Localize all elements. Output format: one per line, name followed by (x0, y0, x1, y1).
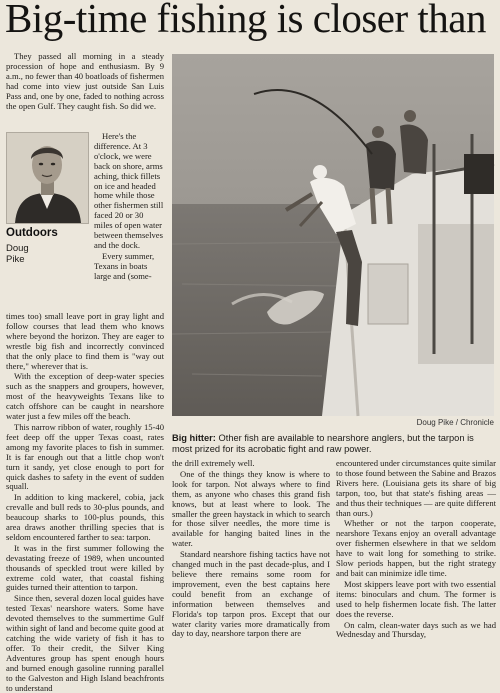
author-portrait (6, 132, 89, 224)
paragraph: On calm, clean-water days such as we had Wednesday and Thursday, (336, 619, 496, 640)
paragraph: Since then, several dozen local guides have tested Texas' nearshore waters. Some have devoted themselves to the summertime Gulf within sight of land and become quite good at catching the wide variety of fish it has to offer. To their credit, the Silver King Adventures group has spent enough hours and burned enough gasoline running parallel to the Galveston and High Island beachfronts to understand (6, 593, 164, 693)
paragraph: Whether or not the tarpon cooperate, nearshore Texans enjoy an overall advantage over fishermen elsewhere in that we seldom have to wait long for something to strike. Slow periods happen, but the right strategy and bait can minimize idle time. (336, 518, 496, 578)
paragraph: Most skippers leave port with two essential items: binoculars and chum. The former is used to help fishermen locate fish. The latter does the reverse. (336, 578, 496, 619)
author-first-name: Doug (6, 242, 29, 254)
paragraph: One of the things they know is where to look for tarpon. Not always where to find them, as anyone who chases this grand fish knows, but at least where to look. The smaller the green haystack in which to search for those silver needles, the more time is available for hanging baited lines in the water. (172, 468, 330, 549)
paragraph: times too) small leave port in gray light and follow courses that lead them who knows where beyond the horizon. They are eager to wrestle big fish and incorrectly convinced that the only place to find them is "way out there," wherever that is. (6, 311, 164, 371)
photo-caption (172, 433, 496, 455)
article-column-3 (336, 459, 496, 643)
wrapped-text (94, 132, 164, 312)
paragraph: Standard nearshore fishing tactics have not changed much in the past decade-plus, and I believe there remains some room for improvement, even the best captains here could benefit from an exchange of information between themselves and Florida's top tarpon pros. Except that our water clarity varies more dramatically from day to day, nearshore tarpon there are (172, 549, 330, 639)
caption-text: Other fish are available to nearshore anglers, but the tarpon is most prized for its acrobatic fight and raw power. (172, 433, 474, 454)
column-name: Outdoors (6, 227, 58, 239)
paragraph: In addition to king mackerel, cobia, jack crevalle and bull reds to 30-plus pounds, and beaucoup sharks to 100-plus pounds, this area draws another thrilling species that is seldom encountered farther to sea: tarpon. (6, 492, 164, 542)
paragraph: This narrow ribbon of water, roughly 15-40 feet deep off the upper Texas coast, rates among my favorite places to fish in summer. It is far enough out that a little chop won't turn it sandy, yet close enough to port for quick dashes to safety in the event of sudden squall. (6, 421, 164, 492)
caption-lead: Big hitter: (172, 433, 216, 443)
article-column-1 (6, 51, 164, 693)
paragraph: Here's the difference. At 3 o'clock, we were back on shore, arms aching, thick fillets on ice and headed home while those other fishermen still faced 20 or 30 miles of open water between themselves and the dock. (94, 131, 164, 250)
author-box (6, 132, 89, 312)
article-column-2 (172, 459, 330, 643)
author-name (6, 243, 89, 265)
paragraph: It was in the first summer following the devastating freeze of 1989, when uncounted thousands of speckled trout were killed by extreme cold water, that coastal fishing guides turned their attention to tarpon. (6, 542, 164, 593)
headline: Big-time fishing is closer than (5, 0, 486, 41)
byline-block (6, 132, 164, 312)
paragraph: Every summer, Texans in boats large and (some- (94, 250, 155, 281)
paragraph: encountered under circumstances quite similar to those found between the Sabine and Brazos Rivers here. (Louisiana gets its share of big tarpon, too, but that state's fishing areas — and thus their techniques — are quite different than ours.) (336, 458, 496, 518)
paragraph: They passed all morning in a steady procession of hope and enthusiasm. By 9 a.m., no fewer than 40 boatloads of fishermen had come into view just outside San Luis Pass and, one by one, faded to nothing across the open Gulf. They caught fish. So did we. (6, 51, 164, 111)
paragraph: the drill extremely well. (172, 458, 255, 468)
photo-credit: Doug Pike / Chronicle (416, 418, 494, 427)
paragraph: With the exception of deep-water species such as the snappers and groupers, however, most of the heavyweights Texans like to catch offshore can be caught in nearshore water just a few miles off the beach. (6, 371, 164, 422)
author-last-name: Pike (6, 253, 25, 265)
fishing-photo (172, 54, 494, 416)
